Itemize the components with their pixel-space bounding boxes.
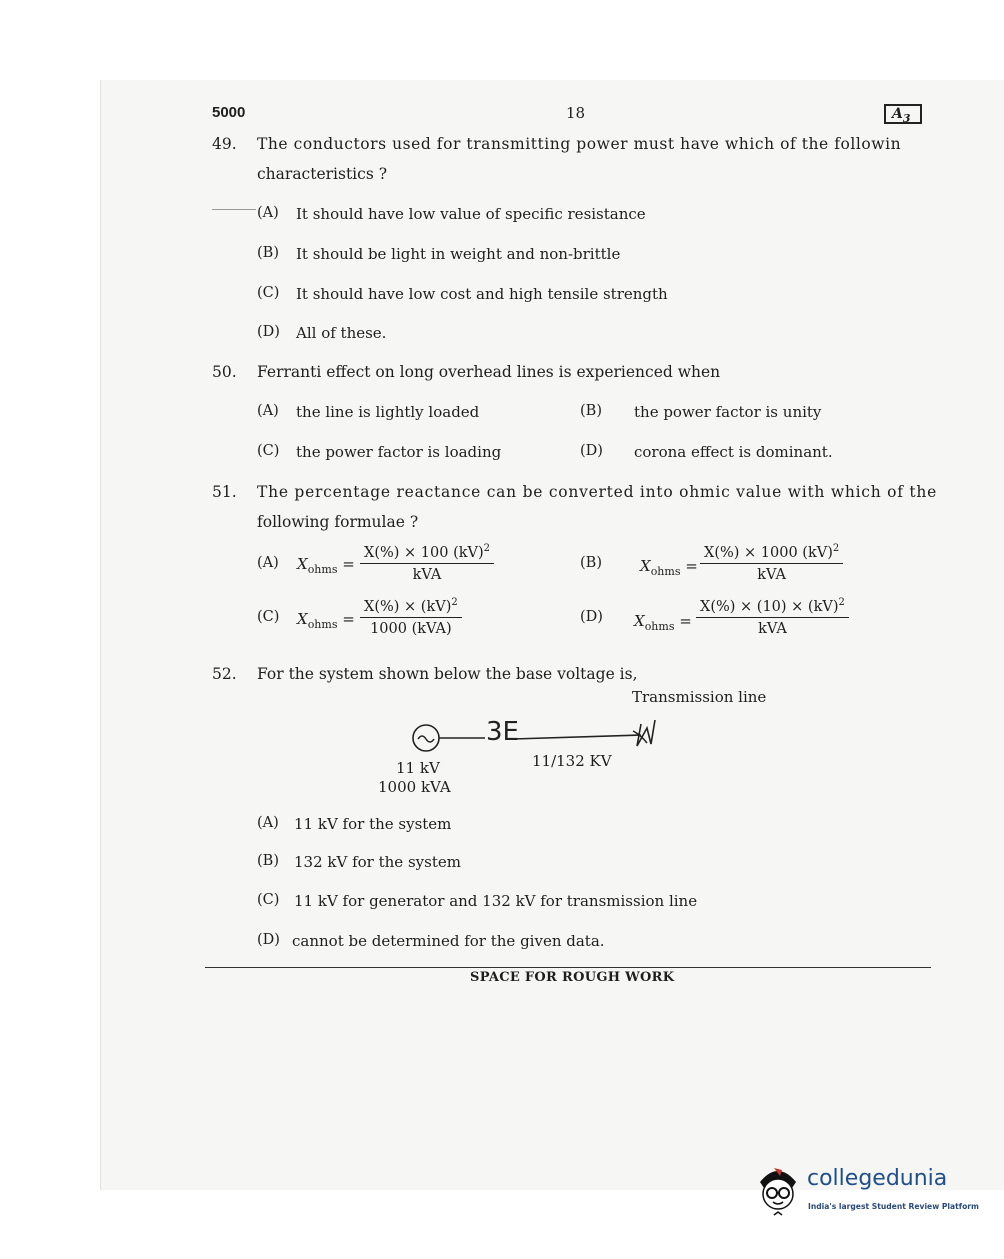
- formula-lhs: $X_{ohms}$ =: [297, 610, 355, 631]
- question-number: 49.: [212, 135, 237, 153]
- option-text: the power factor is unity: [634, 403, 822, 421]
- option-label: (A): [257, 403, 279, 419]
- series-sub: 3: [902, 111, 911, 125]
- paper-code: 5000: [212, 104, 246, 121]
- brand-tagline: India's largest Student Review Platform: [808, 1202, 979, 1211]
- divider: [205, 967, 931, 968]
- formula-lhs: $X_{ohms}$ =: [640, 557, 698, 578]
- option-label: (C): [257, 285, 280, 301]
- transformer-ratio: 11/132 KV: [532, 752, 612, 770]
- question-number: 51.: [212, 483, 237, 501]
- option-text: It should be light in weight and non-brittle: [296, 245, 621, 263]
- option-label: (A): [257, 555, 279, 571]
- question-text: following formulae ?: [257, 513, 419, 531]
- option-label: (D): [580, 443, 603, 459]
- option-label: (A): [257, 815, 279, 831]
- option-text: 11 kV for the system: [294, 815, 452, 833]
- page-number: 18: [566, 104, 586, 122]
- series-letter: A: [892, 106, 903, 122]
- option-label: (D): [257, 324, 280, 340]
- option-text: It should have low value of specific resistance: [296, 205, 646, 223]
- option-text: cannot be determined for the given data.: [292, 932, 605, 950]
- generator-rating: 1000 kVA: [378, 778, 451, 796]
- formula-fraction: X(%) × 100 (kV)$^2$ kVA: [360, 543, 494, 583]
- question-text: characteristics ?: [257, 165, 388, 183]
- option-text: the line is lightly loaded: [296, 403, 480, 421]
- formula-fraction: X(%) × (kV)$^2$ 1000 (kVA): [360, 597, 462, 637]
- option-label: (B): [580, 403, 602, 419]
- formula-lhs: $X_{ohms}$ =: [634, 612, 692, 633]
- question-text: Ferranti effect on long overhead lines is experienced when: [257, 363, 721, 381]
- formula-lhs: $X_{ohms}$ =: [297, 555, 355, 576]
- option-label: (C): [257, 892, 280, 908]
- option-text: 132 kV for the system: [294, 853, 461, 871]
- option-text: All of these.: [296, 324, 387, 342]
- brand-name: collegedunia: [807, 1166, 948, 1191]
- formula-fraction: X(%) × (10) × (kV)$^2$ kVA: [696, 597, 849, 637]
- question-text: The percentage reactance can be converted into ohmic value with which of the: [257, 483, 938, 501]
- option-label: (A): [257, 205, 279, 221]
- collegedunia-watermark: [752, 1160, 979, 1220]
- option-label: (C): [257, 609, 280, 625]
- option-label: (D): [580, 609, 603, 625]
- rough-work-label: SPACE FOR ROUGH WORK: [470, 970, 675, 985]
- option-text: corona effect is dominant.: [634, 443, 833, 461]
- formula-fraction: X(%) × 1000 (kV)$^2$ kVA: [700, 543, 843, 583]
- question-number: 50.: [212, 363, 237, 381]
- transmission-line-label: Transmission line: [632, 688, 767, 706]
- question-text: The conductors used for transmitting power must have which of the followin: [257, 135, 902, 153]
- mascot-icon: [752, 1160, 804, 1220]
- handwritten-mark: 3E: [486, 717, 519, 747]
- option-text: It should have low cost and high tensile strength: [296, 285, 668, 303]
- option-text: the power factor is loading: [296, 443, 502, 461]
- question-text: For the system shown below the base voltage is,: [257, 665, 638, 683]
- generator-voltage: 11 kV: [396, 759, 440, 777]
- series-box: [884, 104, 922, 124]
- stray-rule: [212, 209, 256, 210]
- question-number: 52.: [212, 665, 237, 683]
- option-text: 11 kV for generator and 132 kV for transmission line: [294, 892, 698, 910]
- option-label: (C): [257, 443, 280, 459]
- option-label: (B): [580, 555, 602, 571]
- option-label: (D): [257, 932, 280, 948]
- option-label: (B): [257, 853, 279, 869]
- option-label: (B): [257, 245, 279, 261]
